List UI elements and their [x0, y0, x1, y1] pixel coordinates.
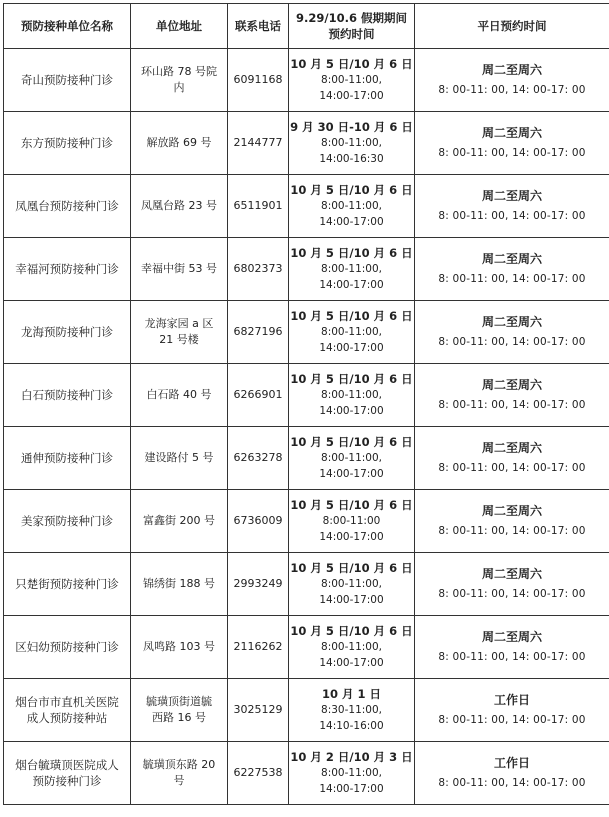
holiday-time: 8:00-11:00,	[321, 389, 382, 401]
weekday-days: 周二至周六	[481, 63, 542, 77]
holiday-time: 14:00-17:00	[319, 279, 384, 291]
address-cell	[131, 490, 228, 553]
address-line: 幸福中街 53 号	[141, 262, 217, 275]
holiday-date: 9 月 30 日-10 月 6 日	[290, 120, 413, 134]
header-name: 预防接种单位名称	[4, 4, 131, 49]
weekday-cell	[415, 679, 609, 742]
holiday-cell	[289, 112, 415, 175]
clinic-name-cell	[4, 553, 131, 616]
weekday-time: 8: 00-11: 00, 14: 00-17: 00	[438, 210, 586, 222]
address-line: 凤鸣路 103 号	[143, 640, 215, 653]
address-cell	[131, 364, 228, 427]
weekday-days: 周二至周六	[481, 441, 542, 455]
weekday-time: 8: 00-11: 00, 14: 00-17: 00	[438, 525, 586, 537]
holiday-time: 14:10-16:00	[319, 720, 384, 732]
address-line: 白石路 40 号	[146, 388, 212, 401]
holiday-date: 10 月 5 日/10 月 6 日	[290, 372, 413, 386]
weekday-cell	[415, 427, 609, 490]
table-row	[4, 175, 609, 238]
holiday-time: 8:00-11:00,	[321, 74, 382, 86]
schedule-body	[4, 49, 609, 805]
clinic-name-cell	[4, 427, 131, 490]
address-cell	[131, 427, 228, 490]
phone-cell: 2116262	[228, 616, 289, 679]
phone-cell: 6091168	[228, 49, 289, 112]
weekday-days: 周二至周六	[481, 189, 542, 203]
weekday-time: 8: 00-11: 00, 14: 00-17: 00	[438, 147, 586, 159]
header-row	[4, 4, 609, 49]
clinic-name-cell	[4, 616, 131, 679]
header-address: 单位地址	[131, 4, 228, 49]
clinic-name-line: 龙海预防接种门诊	[21, 325, 113, 339]
address-line: 毓璜顶街道毓	[146, 695, 212, 708]
holiday-cell	[289, 301, 415, 364]
weekday-days: 周二至周六	[481, 504, 542, 518]
header-weekday: 平日预约时间	[415, 4, 609, 49]
holiday-date: 10 月 5 日/10 月 6 日	[290, 498, 413, 512]
header-phone: 联系电话	[228, 4, 289, 49]
holiday-date: 10 月 5 日/10 月 6 日	[290, 246, 413, 260]
address-cell	[131, 553, 228, 616]
weekday-days: 周二至周六	[481, 567, 542, 581]
address-line: 龙海家园 a 区	[144, 317, 214, 330]
phone-cell: 6266901	[228, 364, 289, 427]
holiday-time: 14:00-17:00	[319, 783, 384, 795]
holiday-cell	[289, 490, 415, 553]
weekday-time: 8: 00-11: 00, 14: 00-17: 00	[438, 336, 586, 348]
holiday-time: 8:00-11:00,	[321, 641, 382, 653]
holiday-cell	[289, 679, 415, 742]
holiday-date: 10 月 5 日/10 月 6 日	[290, 624, 413, 638]
clinic-name-line: 奇山预防接种门诊	[21, 73, 113, 87]
weekday-cell	[415, 364, 609, 427]
phone-cell: 6227538	[228, 742, 289, 805]
address-line: 凤凰台路 23 号	[141, 199, 217, 212]
clinic-name-cell	[4, 301, 131, 364]
phone-cell: 6511901	[228, 175, 289, 238]
phone-cell: 6802373	[228, 238, 289, 301]
address-line: 西路 16 号	[152, 711, 206, 724]
weekday-cell	[415, 49, 609, 112]
table-row	[4, 238, 609, 301]
schedule-table-container	[3, 3, 609, 805]
holiday-time: 8:00-11:00,	[321, 326, 382, 338]
holiday-time: 14:00-17:00	[319, 594, 384, 606]
address-cell	[131, 742, 228, 805]
weekday-time: 8: 00-11: 00, 14: 00-17: 00	[438, 84, 586, 96]
holiday-time: 14:00-17:00	[319, 405, 384, 417]
holiday-date: 10 月 5 日/10 月 6 日	[290, 561, 413, 575]
clinic-name-line: 预防接种门诊	[32, 774, 102, 788]
holiday-date: 10 月 2 日/10 月 3 日	[290, 750, 413, 764]
holiday-time: 14:00-17:00	[319, 531, 384, 543]
clinic-name-cell	[4, 175, 131, 238]
weekday-cell	[415, 175, 609, 238]
address-line: 锦绣街 188 号	[143, 577, 215, 590]
phone-cell: 2993249	[228, 553, 289, 616]
holiday-time: 8:00-11:00	[322, 515, 381, 527]
table-row	[4, 742, 609, 805]
clinic-name-line: 通伸预防接种门诊	[21, 451, 113, 465]
holiday-date: 10 月 5 日/10 月 6 日	[290, 57, 413, 71]
address-line: 号	[173, 774, 185, 787]
weekday-days: 周二至周六	[481, 315, 542, 329]
address-line: 富鑫街 200 号	[143, 514, 215, 527]
holiday-cell	[289, 175, 415, 238]
phone-cell: 6827196	[228, 301, 289, 364]
weekday-cell	[415, 553, 609, 616]
clinic-name-line: 凤凰台预防接种门诊	[15, 199, 119, 213]
table-row	[4, 490, 609, 553]
phone-cell: 6736009	[228, 490, 289, 553]
table-row	[4, 553, 609, 616]
address-cell	[131, 49, 228, 112]
holiday-cell	[289, 553, 415, 616]
clinic-name-cell	[4, 490, 131, 553]
weekday-cell	[415, 490, 609, 553]
weekday-cell	[415, 742, 609, 805]
holiday-date: 10 月 5 日/10 月 6 日	[290, 309, 413, 323]
holiday-time: 14:00-17:00	[319, 342, 384, 354]
address-line: 毓璜顶东路 20	[142, 758, 216, 771]
holiday-cell	[289, 616, 415, 679]
holiday-date: 10 月 5 日/10 月 6 日	[290, 183, 413, 197]
holiday-date: 10 月 5 日/10 月 6 日	[290, 435, 413, 449]
address-line: 内	[173, 81, 185, 94]
holiday-time: 8:00-11:00,	[321, 452, 382, 464]
table-row	[4, 49, 609, 112]
holiday-time: 14:00-16:30	[319, 153, 384, 165]
weekday-time: 8: 00-11: 00, 14: 00-17: 00	[438, 273, 586, 285]
header-holiday-line1: 9.29/10.6 假期期间	[296, 11, 407, 25]
address-cell	[131, 616, 228, 679]
clinic-name-cell	[4, 742, 131, 805]
weekday-time: 8: 00-11: 00, 14: 00-17: 00	[438, 714, 586, 726]
clinic-name-line: 美家预防接种门诊	[21, 514, 113, 528]
holiday-time: 14:00-17:00	[319, 657, 384, 669]
weekday-time: 8: 00-11: 00, 14: 00-17: 00	[438, 399, 586, 411]
holiday-time: 8:00-11:00,	[321, 200, 382, 212]
weekday-time: 8: 00-11: 00, 14: 00-17: 00	[438, 651, 586, 663]
clinic-name-line: 只楚街预防接种门诊	[15, 577, 119, 591]
phone-cell: 2144777	[228, 112, 289, 175]
holiday-time: 8:00-11:00,	[321, 137, 382, 149]
address-cell	[131, 301, 228, 364]
weekday-days: 工作日	[493, 756, 530, 770]
weekday-days: 周二至周六	[481, 378, 542, 392]
address-line: 解放路 69 号	[146, 136, 212, 149]
holiday-time: 8:00-11:00,	[321, 578, 382, 590]
clinic-name-line: 幸福河预防接种门诊	[15, 262, 119, 276]
clinic-name-line: 烟台市市直机关医院	[15, 695, 119, 709]
weekday-days: 周二至周六	[481, 252, 542, 266]
clinic-name-line: 成人预防接种站	[26, 711, 108, 725]
table-row	[4, 427, 609, 490]
holiday-time: 8:30-11:00,	[321, 704, 382, 716]
clinic-name-line: 区妇幼预防接种门诊	[15, 640, 119, 654]
address-cell	[131, 112, 228, 175]
holiday-cell	[289, 364, 415, 427]
clinic-name-cell	[4, 49, 131, 112]
address-line: 建设路付 5 号	[144, 451, 214, 464]
table-row	[4, 112, 609, 175]
address-line: 环山路 78 号院	[141, 65, 217, 78]
clinic-name-cell	[4, 679, 131, 742]
weekday-cell	[415, 616, 609, 679]
clinic-name-cell	[4, 364, 131, 427]
holiday-cell	[289, 742, 415, 805]
table-row	[4, 679, 609, 742]
weekday-cell	[415, 112, 609, 175]
clinic-name-line: 白石预防接种门诊	[21, 388, 113, 402]
weekday-days: 工作日	[493, 693, 530, 707]
holiday-time: 14:00-17:00	[319, 90, 384, 102]
holiday-time: 8:00-11:00,	[321, 263, 382, 275]
weekday-days: 周二至周六	[481, 126, 542, 140]
holiday-time: 14:00-17:00	[319, 216, 384, 228]
weekday-days: 周二至周六	[481, 630, 542, 644]
holiday-cell	[289, 427, 415, 490]
address-cell	[131, 175, 228, 238]
address-cell	[131, 679, 228, 742]
clinic-name-cell	[4, 238, 131, 301]
header-holiday	[289, 4, 415, 49]
weekday-time: 8: 00-11: 00, 14: 00-17: 00	[438, 588, 586, 600]
weekday-cell	[415, 301, 609, 364]
address-line: 21 号楼	[159, 333, 199, 346]
table-row	[4, 364, 609, 427]
clinic-name-line: 烟台毓璜顶医院成人	[15, 758, 119, 772]
phone-cell: 6263278	[228, 427, 289, 490]
address-cell	[131, 238, 228, 301]
clinic-name-cell	[4, 112, 131, 175]
table-row	[4, 616, 609, 679]
holiday-cell	[289, 49, 415, 112]
header-holiday-line2: 预约时间	[328, 27, 375, 41]
phone-cell: 3025129	[228, 679, 289, 742]
weekday-time: 8: 00-11: 00, 14: 00-17: 00	[438, 777, 586, 789]
table-row	[4, 301, 609, 364]
vaccination-schedule-table	[3, 3, 609, 805]
holiday-cell	[289, 238, 415, 301]
holiday-time: 8:00-11:00,	[321, 767, 382, 779]
holiday-time: 14:00-17:00	[319, 468, 384, 480]
clinic-name-line: 东方预防接种门诊	[21, 136, 113, 150]
weekday-cell	[415, 238, 609, 301]
weekday-time: 8: 00-11: 00, 14: 00-17: 00	[438, 462, 586, 474]
holiday-date: 10 月 1 日	[321, 687, 382, 701]
